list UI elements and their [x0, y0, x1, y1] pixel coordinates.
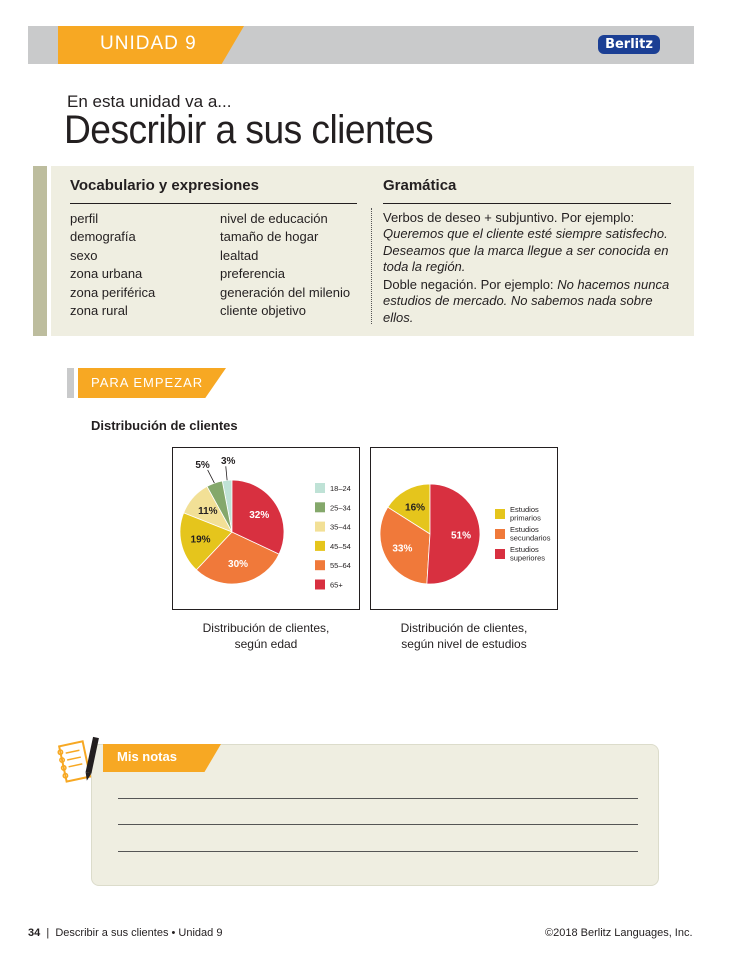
leader-line: [226, 466, 227, 480]
legend-swatch: [315, 522, 325, 532]
grammar-heading: Gramática: [383, 177, 457, 194]
legend-label: 35–44: [330, 522, 351, 532]
grammar-rule: [383, 203, 671, 204]
legend-swatch: [315, 580, 325, 590]
column-divider: [371, 208, 372, 324]
caption-line: Distribución de clientes,: [202, 621, 330, 635]
legend-swatch: [495, 509, 505, 519]
lead-text: En esta unidad va a...: [67, 92, 232, 111]
legend-swatch: [495, 529, 505, 539]
legend-label: Estudios primarios: [510, 505, 541, 523]
caption-line: Distribución de clientes,: [400, 621, 528, 635]
page-number: 34: [28, 927, 41, 939]
education-chart-caption: [374, 620, 554, 652]
caption-line: según nivel de estudios: [401, 637, 527, 651]
footer-separator: |: [43, 927, 53, 939]
vocab-item: zona rural: [70, 303, 128, 319]
legend-swatch: [315, 502, 325, 512]
age-chart-caption: [176, 620, 356, 652]
berlitz-logo: Berlitz: [598, 35, 660, 54]
legend-swatch: [315, 541, 325, 551]
legend-swatch: [315, 483, 325, 493]
legend-swatch: [495, 549, 505, 559]
legend-label: Estudios superiores: [510, 545, 546, 563]
page-title: Describir a sus clientes: [64, 108, 434, 152]
vocab-list-1: [70, 210, 155, 320]
vocab-box-stripe: [33, 166, 47, 336]
copyright: ©2018 Berlitz Languages, Inc.: [545, 927, 693, 939]
caption-line: según edad: [234, 637, 298, 651]
grammar-rule-2-example: No hacemos nunca estudios de mercado. No sabemos nada sobre ellos.: [383, 277, 670, 325]
grammar-rule-2: [383, 277, 683, 326]
pie-data-label: 11%: [198, 506, 218, 518]
pie-svg: [371, 448, 559, 611]
footer-text: Describir a sus clientes • Unidad 9: [55, 927, 223, 939]
education-pie-chart: [370, 447, 558, 610]
pie-data-label: 16%: [405, 502, 426, 514]
leader-line: [208, 470, 215, 483]
pie-data-label: 30%: [228, 559, 249, 571]
legend-label: 45–54: [330, 541, 351, 551]
section-label: PARA EMPEZAR: [91, 375, 204, 390]
pie-data-label: 3%: [220, 455, 236, 467]
vocab-item: zona urbana: [70, 266, 143, 282]
unit-label: UNIDAD 9: [100, 33, 197, 54]
pie-data-label: 51%: [450, 530, 471, 542]
notes-line: [118, 851, 638, 852]
vocab-rule: [70, 203, 357, 204]
vocab-item: zona periférica: [70, 284, 156, 300]
vocab-item: generación del milenio: [220, 284, 351, 300]
grammar-rule-1: [383, 210, 683, 275]
grammar-rule-1-intro: Verbos de deseo + subjuntivo. Por ejemplo:: [383, 210, 635, 225]
vocab-item: preferencia: [220, 266, 286, 282]
legend-swatch: [315, 560, 325, 570]
grammar-notes: [383, 210, 683, 328]
age-pie-chart: [172, 447, 360, 610]
vocab-heading: Vocabulario y expresiones: [70, 177, 259, 194]
pie-svg: [173, 448, 361, 611]
legend-label: 65+: [330, 580, 343, 590]
vocab-item: cliente objetivo: [220, 303, 306, 319]
grammar-rule-1-example: Queremos que el cliente esté siempre satisfecho. Deseamos que la marca llegue a ser conocida en toda la región.: [383, 226, 669, 274]
grammar-rule-2-intro: Doble negación. Por ejemplo:: [383, 277, 554, 293]
notes-line: [118, 798, 638, 799]
notepad-pen-icon: [57, 733, 101, 789]
vocab-item: perfil: [70, 211, 99, 226]
vocab-item: tamaño de hogar: [220, 229, 319, 245]
notes-label: Mis notas: [117, 749, 177, 764]
vocab-item: nivel de educación: [220, 211, 328, 226]
vocab-item: lealtad: [220, 247, 259, 263]
pie-data-label: 33%: [392, 543, 413, 555]
pie-data-label: 19%: [190, 534, 211, 546]
vocab-list-2: [220, 210, 350, 320]
legend-label: 55–64: [330, 561, 351, 571]
vocab-item: demografía: [70, 229, 136, 245]
pie-data-label: 5%: [195, 459, 210, 471]
legend-label: Estudios secundarios: [510, 525, 551, 543]
figure-title: Distribución de clientes: [91, 418, 238, 433]
section-stripe: [67, 368, 74, 398]
notes-line: [118, 824, 638, 825]
vocab-item: sexo: [70, 247, 98, 263]
legend-label: 18–24: [330, 484, 351, 493]
pie-data-label: 32%: [249, 510, 270, 522]
legend-label: 25–34: [330, 503, 351, 513]
footer-left: [28, 927, 222, 939]
